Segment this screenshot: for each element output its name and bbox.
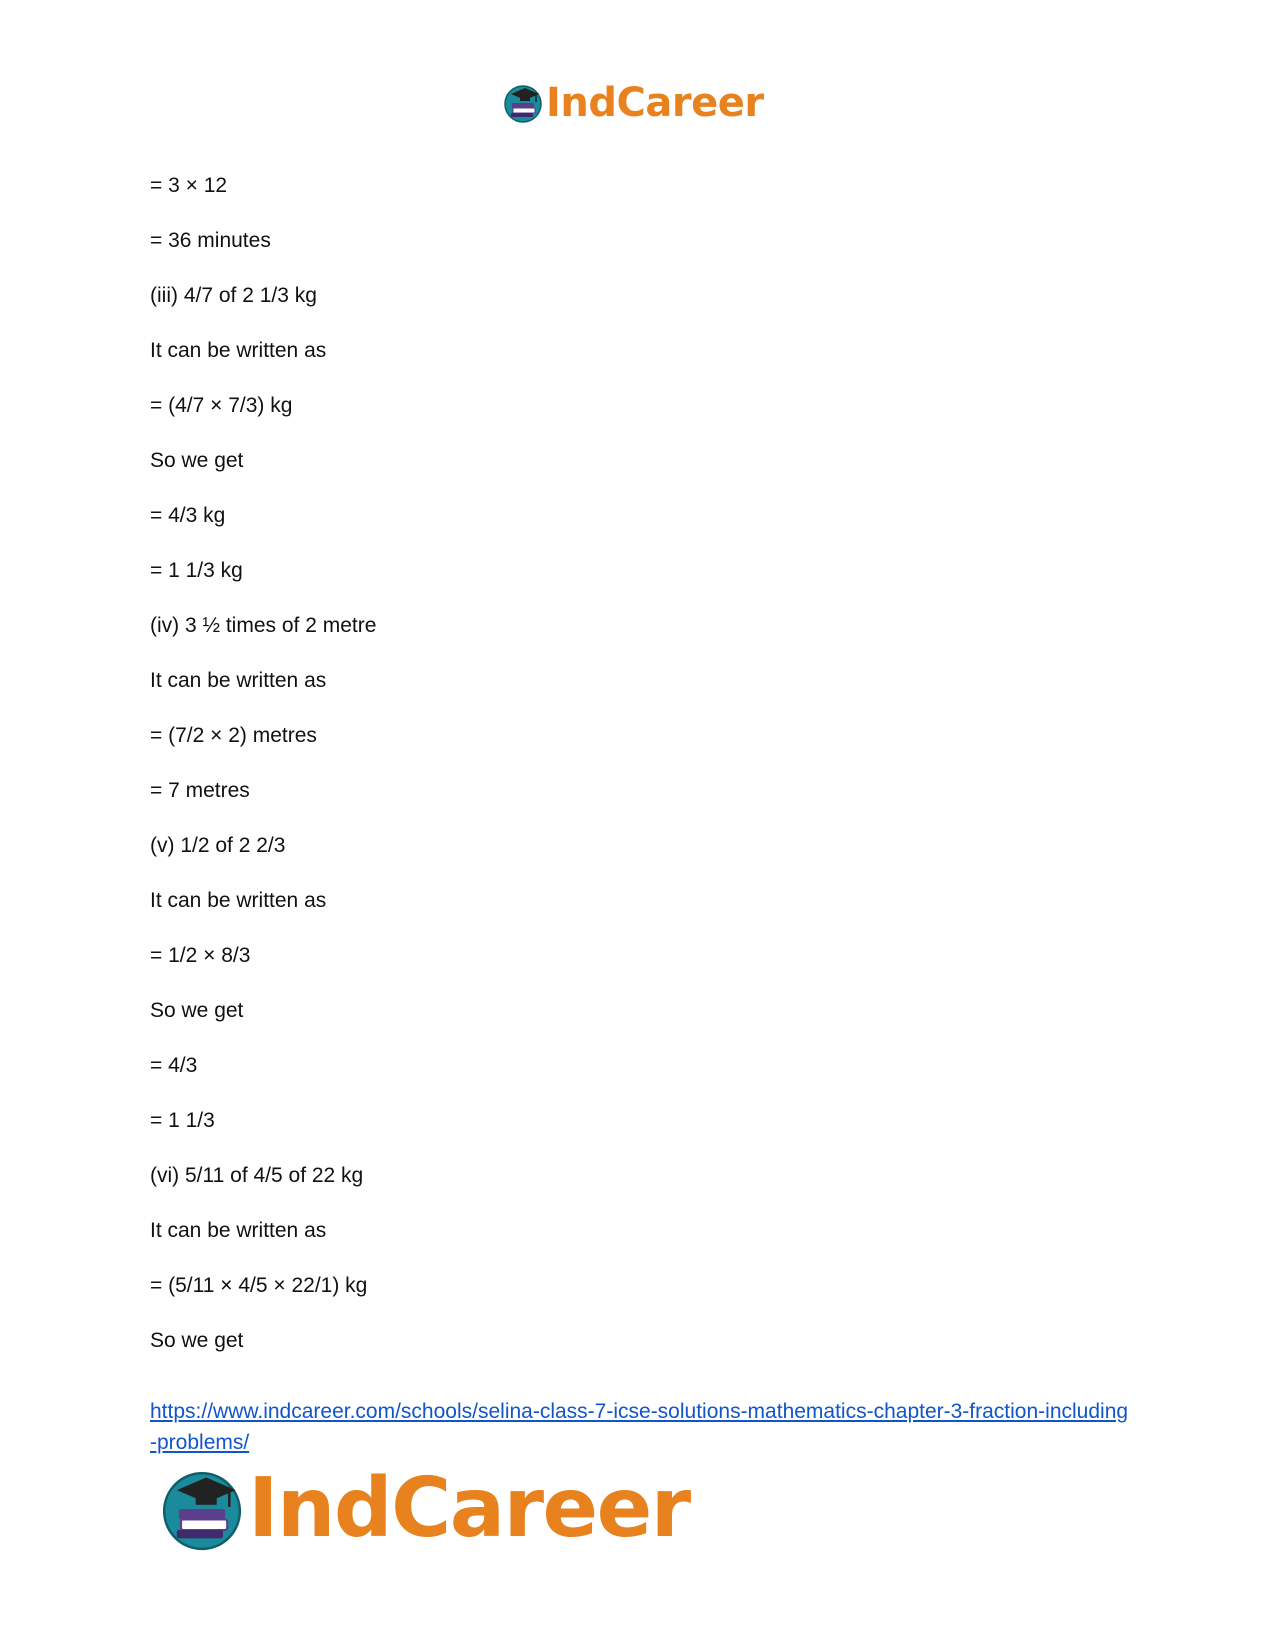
solution-line: It can be written as — [150, 339, 327, 362]
source-url-link[interactable]: https://www.indcareer.com/schools/selina-class-7-icse-solutions-mathematics-chapter-3-fraction-including-problems/ — [150, 1400, 1129, 1454]
solution-line: (iii) 4/7 of 2 1/3 kg — [150, 284, 317, 307]
solution-line: = 1 1/3 kg — [150, 559, 243, 582]
solution-line: It can be written as — [150, 1219, 327, 1242]
solution-line: = 1/2 × 8/3 — [150, 944, 251, 967]
solution-content — [150, 172, 1130, 1382]
solution-line: = 1 1/3 — [150, 1109, 215, 1132]
solution-line: = (5/11 × 4/5 × 22/1) kg — [150, 1274, 368, 1297]
solution-line: = (7/2 × 2) metres — [150, 724, 317, 747]
solution-line: It can be written as — [150, 889, 327, 912]
brand-logo-text: IndCareer — [248, 1461, 690, 1556]
brand-logo-text: IndCareer — [546, 80, 764, 126]
graduation-books-icon — [160, 1467, 244, 1551]
solution-line: (vi) 5/11 of 4/5 of 22 kg — [150, 1164, 364, 1187]
solution-line: So we get — [150, 999, 244, 1022]
solution-line: = 36 minutes — [150, 229, 271, 252]
solution-line: (v) 1/2 of 2 2/3 — [150, 834, 286, 857]
header-logo — [503, 80, 764, 126]
solution-line: = 4/3 kg — [150, 504, 226, 527]
footer-logo — [160, 1462, 690, 1556]
solution-line: = (4/7 × 7/3) kg — [150, 394, 293, 417]
solution-line: = 3 × 12 — [150, 174, 228, 197]
graduation-books-icon — [503, 83, 543, 123]
solution-line: So we get — [150, 449, 244, 472]
solution-line: = 7 metres — [150, 779, 250, 802]
solution-line: So we get — [150, 1329, 244, 1352]
solution-line: (iv) 3 ½ times of 2 metre — [150, 614, 377, 637]
solution-line: = 4/3 — [150, 1054, 198, 1077]
solution-line: It can be written as — [150, 669, 327, 692]
